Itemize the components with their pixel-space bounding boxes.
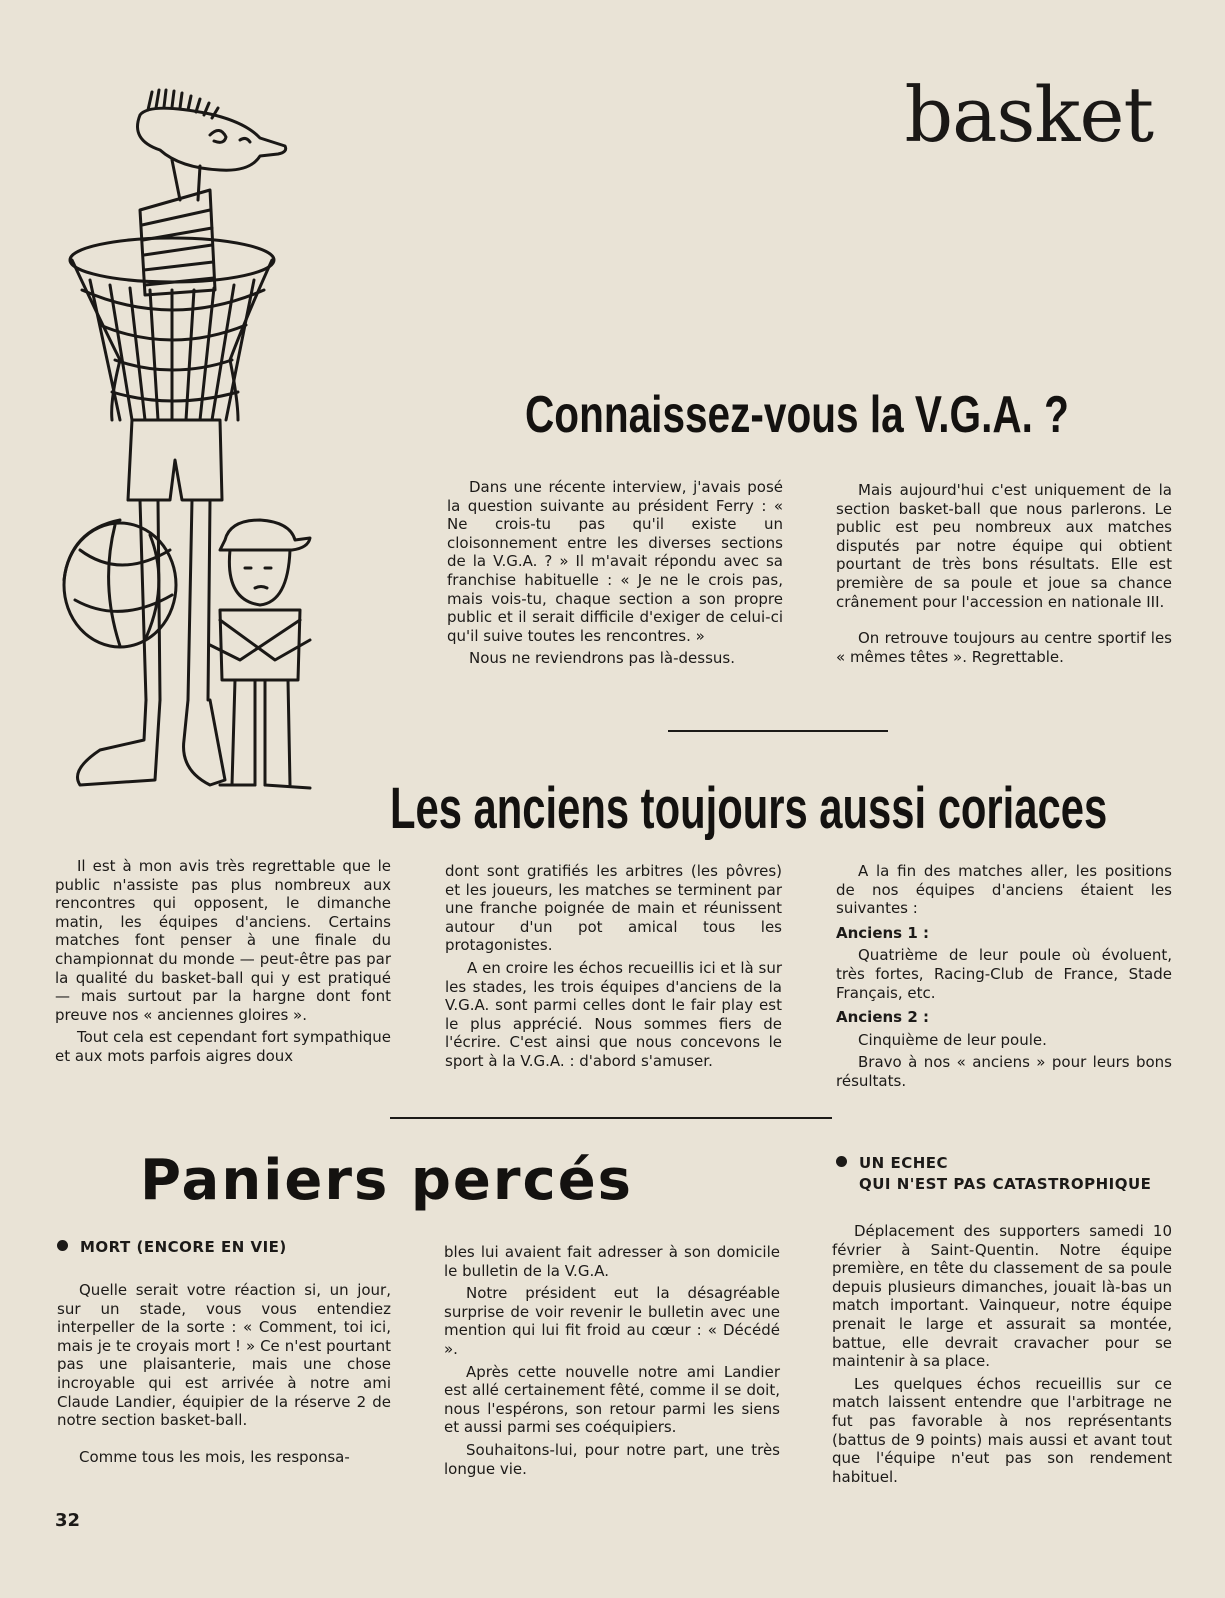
section-divider bbox=[390, 1117, 832, 1119]
section-tag: basket bbox=[904, 70, 1153, 159]
team-label: Anciens 1 : bbox=[836, 923, 929, 942]
section-divider bbox=[668, 730, 888, 732]
article1-title: Connaissez-vous la V.G.A. ? bbox=[525, 386, 1069, 444]
article2-title: Les anciens toujours aussi coriaces bbox=[390, 776, 1108, 841]
paragraph: A en croire les échos recueillis ici et là sur les stades, les trois équipes d'anciens de la V.G.A. sont parmi celles dont le fair play est le plus apprécié. Nous sommes fiers de l'écrire. C'est ainsi que nous concevons le sport à la V.G.A. : d'abord s'amuser. bbox=[445, 958, 782, 1070]
paragraph: Les quelques échos recueillis sur ce match laissent entendre que l'arbitrage ne fut pas favorable à nos représentants (battus de 9 points) mais aussi et avant tout que l'équipe n'eut pas son rendement habituel. bbox=[832, 1374, 1172, 1486]
paragraph: A la fin des matches aller, les positions de nos équipes d'anciens étaient les suivantes : bbox=[836, 862, 1172, 918]
basketball-player-cartoon-icon bbox=[60, 80, 320, 810]
item2-heading: UN ECHEC QUI N'EST PAS CATASTROPHIQUE bbox=[836, 1153, 1151, 1195]
article3-column-3 bbox=[832, 1222, 1172, 1486]
article2-column-3 bbox=[836, 862, 1172, 1091]
team-label: Anciens 2 : bbox=[836, 1008, 929, 1027]
paragraph: dont sont gratifiés les arbitres (les pôvres) et les joueurs, les matches se terminent par une franche poignée de main et réunissent autour d'un pot amical tous les protagonistes. bbox=[445, 862, 782, 955]
item1-heading: MORT (ENCORE EN VIE) bbox=[57, 1237, 287, 1258]
article3-column-1 bbox=[57, 1281, 391, 1466]
paragraph: Quelle serait votre réaction si, un jour, sur un stade, vous vous entendiez interpeller de la sorte : « Comment, toi ici, mais je te croyais mort ! » Ce n'est pourtant pas une plaisanterie, mais une chose incroyable qui est arrivée à notre ami Claude Landier, équipier de la réserve 2 de notre section basket-ball. bbox=[57, 1281, 391, 1430]
article3-title: Paniers percés bbox=[140, 1148, 634, 1213]
article3-column-2 bbox=[444, 1243, 780, 1478]
paragraph: Déplacement des supporters samedi 10 février à Saint-Quentin. Notre équipe première, en tête du classement de sa poule depuis plusieurs dimanches, jouait là-bas un match important. Vainqueur, notre équipe prenait le large et assurait sa montée, battue, elle devrait cravacher pour se maintenir à sa place. bbox=[832, 1222, 1172, 1371]
paragraph: Souhaitons-lui, pour notre part, une très longue vie. bbox=[444, 1440, 780, 1478]
bullet-icon bbox=[836, 1156, 847, 1167]
page-number: 32 bbox=[55, 1510, 81, 1531]
article2-column-2 bbox=[445, 862, 782, 1071]
paragraph: On retrouve toujours au centre sportif les « mêmes têtes ». Regrettable. bbox=[836, 629, 1172, 666]
paragraph: Cinquième de leur poule. bbox=[858, 1030, 1047, 1049]
paragraph: Après cette nouvelle notre ami Landier est allé certainement fêté, comme il se doit, nous l'espérons, son retour parmi les siens et aussi parmi ses coéquipiers. bbox=[444, 1362, 780, 1437]
paragraph: Mais aujourd'hui c'est uniquement de la section basket-ball que nous parlerons. Le public est peu nombreux aux matches disputés par notre équipe qui obtient pourtant de très bons résultats. Elle est première de sa poule et joue sa chance crânement pour l'accession en nationale III. bbox=[836, 481, 1172, 611]
paragraph: Bravo à nos « anciens » pour leurs bons résultats. bbox=[836, 1053, 1172, 1090]
article1-column-2 bbox=[836, 481, 1172, 666]
article1-column-1 bbox=[447, 478, 783, 668]
bullet-icon bbox=[57, 1240, 68, 1251]
paragraph: Comme tous les mois, les responsa- bbox=[79, 1447, 350, 1466]
paragraph: Quatrième de leur poule où évoluent, très fortes, Racing-Club de France, Stade Français, etc. bbox=[836, 946, 1172, 1002]
article2-column-1 bbox=[55, 857, 391, 1066]
paragraph: bles lui avaient fait adresser à son domicile le bulletin de la V.G.A. bbox=[444, 1243, 780, 1280]
paragraph: Il est à mon avis très regrettable que le public n'assiste pas plus nombreux aux rencontres qui opposent, le dimanche matin, les équipes d'anciens. Certains matches font penser à une finale du championnat du monde — peut-être pas par la qualité du basket-ball qui y est pratiqué — mais surtout par la hargne dont font preuve nos « anciennes gloires ». bbox=[55, 857, 391, 1024]
paragraph: Nous ne reviendrons pas là-dessus. bbox=[469, 649, 736, 668]
paragraph: Tout cela est cependant fort sympathique et aux mots parfois aigres doux bbox=[55, 1028, 391, 1065]
paragraph: Notre président eut la désagréable surprise de voir revenir le bulletin avec une mention qui lui fit froid au cœur : « Décédé ». bbox=[444, 1284, 780, 1358]
paragraph: Dans une récente interview, j'avais posé la question suivante au président Ferry : « Ne crois-tu pas qu'il existe un cloisonnement entre les diverses sections de la V.G.A. ? » Il m'avait répondu avec sa franchise habituelle : « Je ne le crois pas, mais vois-tu, chaque section a son propre public et il serait difficile d'exiger de celui-ci qu'il suive toutes les rencontres. » bbox=[447, 478, 783, 645]
